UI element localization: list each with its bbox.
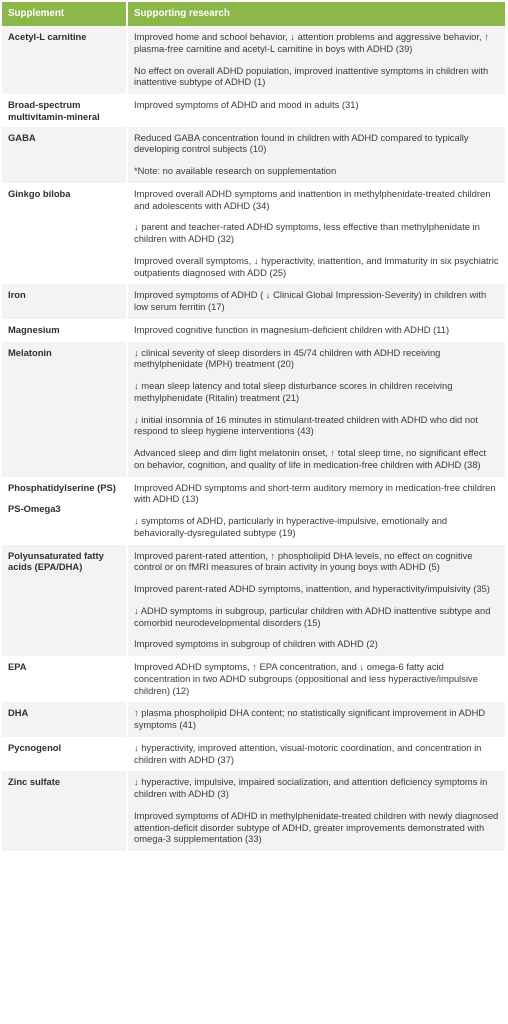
table-row xyxy=(2,183,505,285)
research-finding: Improved ADHD symptoms and short-term auditory memory in medication-free children with ADHD (13) xyxy=(134,481,496,505)
supplement-cell xyxy=(2,342,128,477)
supplement-cell xyxy=(2,477,128,545)
research-finding: Improved parent-rated ADHD symptoms, inattention, and hyperactivity/impulsivity (35) xyxy=(134,583,490,594)
supplement-cell xyxy=(2,284,128,319)
supplement-cell xyxy=(2,545,128,657)
research-cell xyxy=(128,656,505,702)
research-finding: Improved home and school behavior, ↓ attention problems and aggressive behavior, ↑ plasma-free carnitine and acetyl-L carnitine in boys with ADHD (39) xyxy=(134,31,489,54)
research-finding: ↓ hyperactive, impulsive, impaired socialization, and attention deficiency symptoms in children with ADHD (3) xyxy=(134,776,488,799)
research-finding: Improved overall symptoms, ↓ hyperactivity, inattention, and immaturity in six psychiatric outpatients diagnosed with ADD (25) xyxy=(134,254,499,278)
table-row xyxy=(2,545,505,657)
research-finding: ↓ mean sleep latency and total sleep disturbance scores in children receiving methylphenidate (Ritalin) treatment (21) xyxy=(134,380,453,403)
supplement-cell xyxy=(2,737,128,772)
table-body xyxy=(2,26,505,851)
table-row xyxy=(2,94,505,127)
research-finding: Improved symptoms in subgroup of children with ADHD (2) xyxy=(134,638,378,650)
table-row xyxy=(2,737,505,772)
supplement-name: Ginkgo biloba xyxy=(8,187,71,199)
supplement-cell xyxy=(2,94,128,127)
supplement-name: DHA xyxy=(8,707,29,719)
research-finding: ↓ clinical severity of sleep disorders in 45/74 children with ADHD receiving methylphenidate (MPH) treatment (20) xyxy=(134,346,441,370)
supplement-cell xyxy=(2,319,128,342)
table-row xyxy=(2,477,505,545)
supplement-cell xyxy=(2,26,128,94)
supplement-name: Pycnogenol xyxy=(8,741,62,753)
research-finding: ↓ parent and teacher-rated ADHD symptoms, less effective than methylphenidate in children with ADHD (32) xyxy=(134,221,480,244)
supplement-name: Magnesium xyxy=(8,323,60,335)
research-finding: Improved ADHD symptoms, ↑ EPA concentration, and ↓ omega-6 fatty acid concentration in two ADHD subgroups (oppositional and less hyperactive/impulsive children) (12) xyxy=(134,661,478,696)
research-finding: ↓ symptoms of ADHD, particularly in hyperactive-impulsive, emotionally and behaviorally-dysregulated subtype (19) xyxy=(134,515,448,538)
supplement-name: Zinc sulfate xyxy=(8,776,61,788)
supplement-cell xyxy=(2,127,128,183)
table-row xyxy=(2,319,505,342)
research-finding: *Note: no available research on supplementation xyxy=(134,165,337,176)
table-row xyxy=(2,656,505,702)
research-cell xyxy=(128,545,505,657)
supplement-name: Phosphatidylserine (PS) xyxy=(8,481,116,493)
supplement-cell xyxy=(2,656,128,702)
research-cell xyxy=(128,26,505,94)
supplement-name: Acetyl-L carnitine xyxy=(8,31,87,42)
research-cell xyxy=(128,127,505,183)
research-finding: ↓ ADHD symptoms in subgroup, particular children with ADHD inattentive subtype and comorbid neurodevelopmental disorders (15) xyxy=(134,604,491,628)
research-finding: Improved parent-rated attention, ↑ phospholipid DHA levels, no effect on cognitive control or on fMRI measures of brain activity in young boys with ADHD (5) xyxy=(134,549,473,573)
header-supporting-research: Supporting research xyxy=(128,2,505,26)
supplement-name: Broad-spectrum multivitamin-mineral xyxy=(8,99,100,122)
supplement-name: Melatonin xyxy=(8,346,52,358)
table-row xyxy=(2,702,505,737)
research-finding: Improved symptoms of ADHD and mood in adults (31) xyxy=(134,99,359,110)
table-row xyxy=(2,26,505,94)
research-finding: No effect on overall ADHD population, improved inattentive symptoms in children with inattentive subtype of ADHD (1) xyxy=(134,64,489,88)
supplement-cell xyxy=(2,771,128,851)
supplement-research-table xyxy=(2,2,505,851)
research-cell xyxy=(128,737,505,772)
research-finding: ↓ initial insomnia of 16 minutes in stimulant-treated children with ADHD who did not respond to sleep hygiene interventions (43) xyxy=(134,413,478,437)
research-finding: ↓ hyperactivity, improved attention, visual-motoric coordination, and concentration in children with ADHD (37) xyxy=(134,741,482,765)
supplement-cell xyxy=(2,702,128,737)
research-cell xyxy=(128,477,505,545)
table-row xyxy=(2,127,505,183)
supplement-name: GABA xyxy=(8,131,36,143)
table-header-row xyxy=(2,2,505,26)
supplement-name: Polyunsaturated fatty acids (EPA/DHA) xyxy=(8,549,104,573)
research-finding: Advanced sleep and dim light melatonin onset, ↑ total sleep time, no significant effect on behavior, cognition, and quality of life in medication-free children with ADHD (38) xyxy=(134,447,487,470)
research-cell xyxy=(128,342,505,477)
supplement-sub-name: PS-Omega3 xyxy=(8,503,61,515)
research-cell xyxy=(128,319,505,342)
supplement-name: Iron xyxy=(8,289,26,301)
research-finding: Reduced GABA concentration found in children with ADHD compared to typically developing control subjects (10) xyxy=(134,131,469,155)
research-finding: ↑ plasma phospholipid DHA content; no statistically significant improvement in ADHD symptoms (41) xyxy=(134,707,486,730)
supplement-name: EPA xyxy=(8,661,27,672)
research-cell xyxy=(128,284,505,319)
research-finding: Improved cognitive function in magnesium-deficient children with ADHD (11) xyxy=(134,323,450,335)
research-cell xyxy=(128,94,505,127)
research-cell xyxy=(128,771,505,851)
table-row xyxy=(2,342,505,477)
table-row xyxy=(2,284,505,319)
supplement-cell xyxy=(2,183,128,285)
research-finding: Improved symptoms of ADHD ( ↓ Clinical Global Impression-Severity) in children with low serum ferritin (17) xyxy=(134,289,487,312)
header-supplement: Supplement xyxy=(2,2,128,26)
research-finding: Improved symptoms of ADHD in methylphenidate-treated children with newly diagnosed attention-deficit disorder subtype of ADHD, greater improvements demonstrated with omega-3 supplementation (33) xyxy=(134,809,499,845)
research-cell xyxy=(128,183,505,285)
research-cell xyxy=(128,702,505,737)
table-row xyxy=(2,771,505,851)
research-finding: Improved overall ADHD symptoms and inattention in methylphenidate-treated children and adolescents with ADHD (34) xyxy=(134,187,491,211)
